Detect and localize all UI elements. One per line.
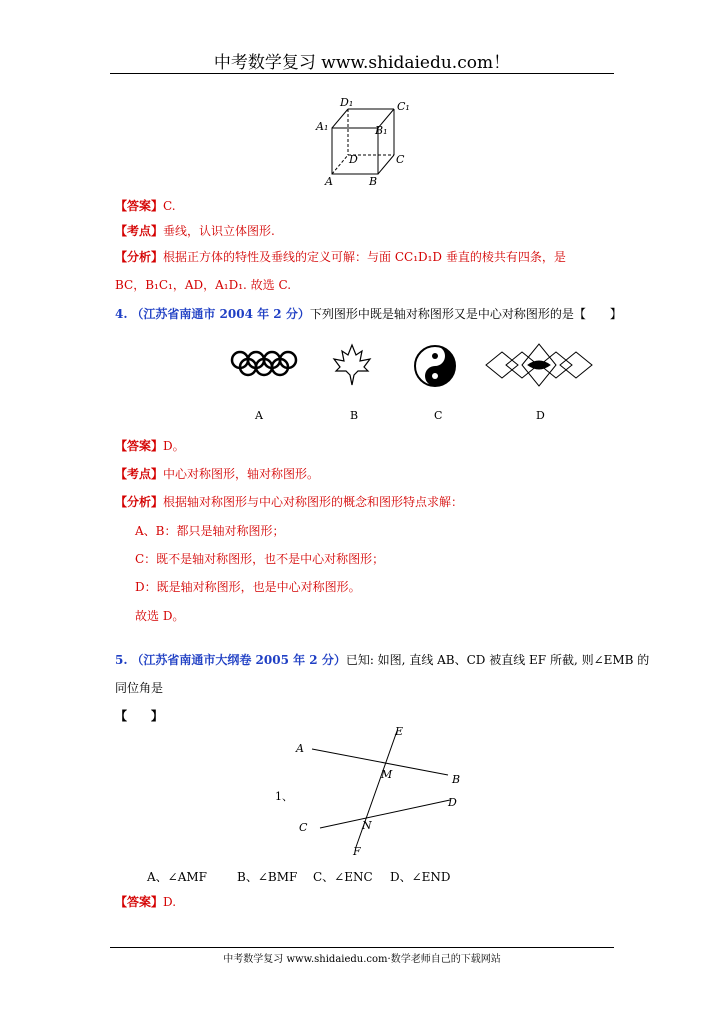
q5-label-f: F	[353, 845, 361, 858]
q5-label-c: C	[299, 821, 308, 834]
cube-label-a1: A₁	[316, 120, 329, 133]
q4-option-a-label: A	[255, 409, 263, 422]
q5-figure-number: 1、	[275, 790, 293, 803]
q5-label-a: A	[296, 742, 304, 755]
page-header: 中考数学复习 www.shidaiedu.com！	[213, 53, 511, 73]
q4-figure-c-taiji	[412, 343, 458, 389]
footer-divider	[110, 947, 614, 948]
q5-stem: 5. （江苏省南通市大纲卷 2005 年 2 分）已知: 如图, 直线 AB、CD 被直线 EF 所截, 则∠EMB 的	[115, 653, 650, 667]
q5-label-n: N	[362, 819, 372, 832]
cube-label-b1: B₁	[375, 124, 388, 137]
q4-option-d-label: D	[536, 409, 545, 422]
q3-answer: 【答案】C.	[115, 199, 176, 213]
q5-label-b: B	[452, 773, 461, 786]
q5-stem-cont: 同位角是	[115, 681, 164, 695]
q5-option-c: C、∠ENC	[313, 870, 373, 884]
cube-label-d: D	[349, 153, 358, 166]
q3-analysis-cont: BC，B₁C₁，AD，A₁D₁. 故选 C.	[115, 278, 292, 292]
q4-point: 【考点】中心对称图形，轴对称图形。	[115, 467, 320, 481]
cube-label-c1: C₁	[397, 100, 410, 113]
q5-bracket: 【 】	[115, 709, 164, 723]
page-footer: 中考数学复习 www.shidaiedu.com·数学老师自己的下载网站	[223, 954, 501, 965]
q3-analysis: 【分析】根据正方体的特性及垂线的定义可解：与面 CC₁D₁D 垂直的棱共有四条，是	[115, 250, 566, 264]
q5-lines-figure	[300, 725, 470, 860]
q4-option-c-label: C	[434, 409, 443, 422]
q4-analysis-line-2: C：既不是轴对称图形，也不是中心对称图形；	[135, 552, 385, 566]
cube-label-d1: D₁	[340, 96, 354, 109]
q5-option-a: A、∠AMF	[147, 870, 208, 884]
q4-figure-b-maple-leaf	[330, 343, 374, 387]
cube-label-a: A	[325, 175, 333, 188]
q4-analysis-line-3: D：既是轴对称图形，也是中心对称图形。	[135, 580, 361, 594]
q4-figure-d-diamonds	[484, 342, 594, 388]
q5-option-d: D、∠END	[390, 870, 451, 884]
q4-option-b-label: B	[350, 409, 359, 422]
q4-answer: 【答案】D。	[115, 439, 185, 453]
header-divider	[110, 73, 614, 74]
q5-answer: 【答案】D.	[115, 895, 177, 909]
cube-label-b: B	[369, 175, 378, 188]
q3-point: 【考点】垂线，认识立体图形.	[115, 224, 275, 238]
q4-analysis-line-4: 故选 D。	[135, 609, 185, 623]
cube-label-c: C	[396, 153, 405, 166]
q5-label-e: E	[395, 725, 404, 738]
q4-stem: 4. （江苏省南通市 2004 年 2 分）下列图形中既是轴对称图形又是中心对称图形的是【 】	[115, 307, 622, 321]
q5-label-d: D	[448, 796, 457, 809]
q4-analysis: 【分析】根据轴对称图形与中心对称图形的概念和图形特点求解：	[115, 495, 464, 509]
q5-option-b: B、∠BMF	[237, 870, 298, 884]
q4-figure-a-olympic-rings	[230, 348, 298, 378]
q4-analysis-line-1: A、B：都只是轴对称图形；	[135, 524, 285, 538]
q5-label-m: M	[381, 768, 393, 781]
